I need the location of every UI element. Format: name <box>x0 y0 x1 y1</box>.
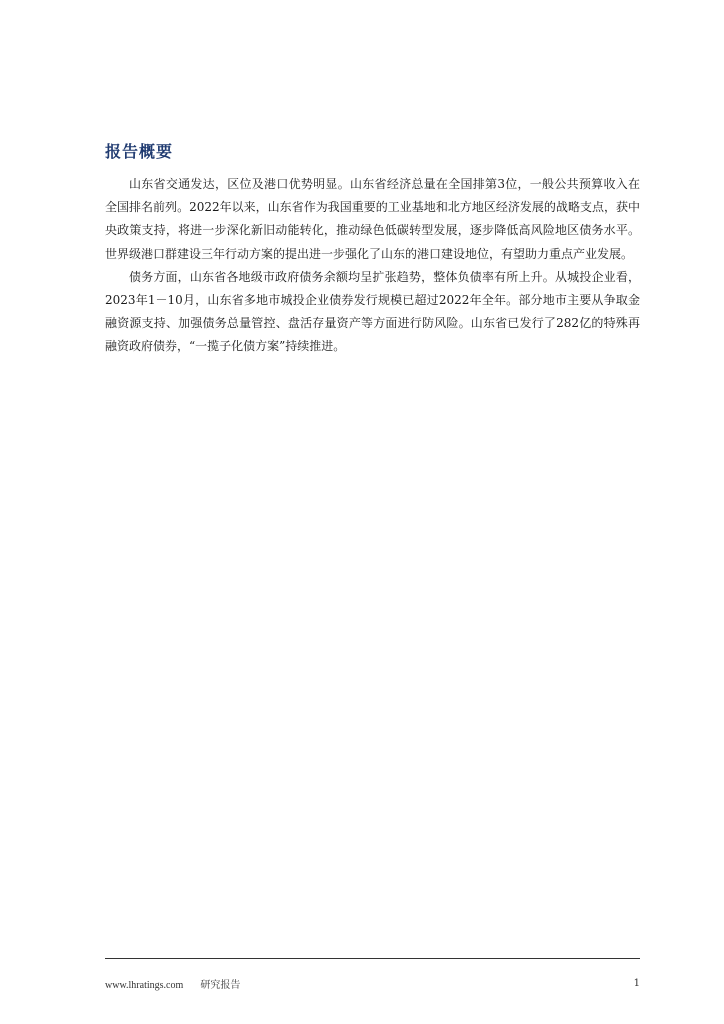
footer-left <box>105 976 240 991</box>
summary-paragraph-2: 债务方面，山东省各地级市政府债务余额均呈扩张趋势，整体负债率有所上升。从城投企业看，2023年1－10月，山东省多地市城投企业债券发行规模已超过2022年全年。部分地市主要从争取金融资源支持、加强债务总量管控、盘活存量资产等方面进行防风险。山东省已发行了282亿的特殊再融资政府债券，“一揽子化债方案”持续推进。 <box>105 269 640 354</box>
footer-website-link[interactable]: www.lhratings.com <box>105 980 184 991</box>
section-title: 报告概要 <box>105 142 174 161</box>
summary-paragraph-1: 山东省交通发达，区位及港口优势明显。山东省经济总量在全国排第3位，一般公共预算收入在全国排名前列。2022年以来，山东省作为我国重要的工业基地和北方地区经济发展的战略支点，获中央政策支持，将进一步深化新旧动能转化，推动绿色低碳转型发展，逐步降低高风险地区债务水平。世界级港口群建设三年行动方案的提出进一步强化了山东的港口建设地位，有望助力重点产业发展。 <box>105 177 640 261</box>
page-number: 1 <box>633 978 640 989</box>
footer-report-label: 研究报告 <box>200 980 241 991</box>
page-footer <box>105 976 640 991</box>
report-summary-body <box>105 173 640 359</box>
footer-divider <box>105 958 640 959</box>
